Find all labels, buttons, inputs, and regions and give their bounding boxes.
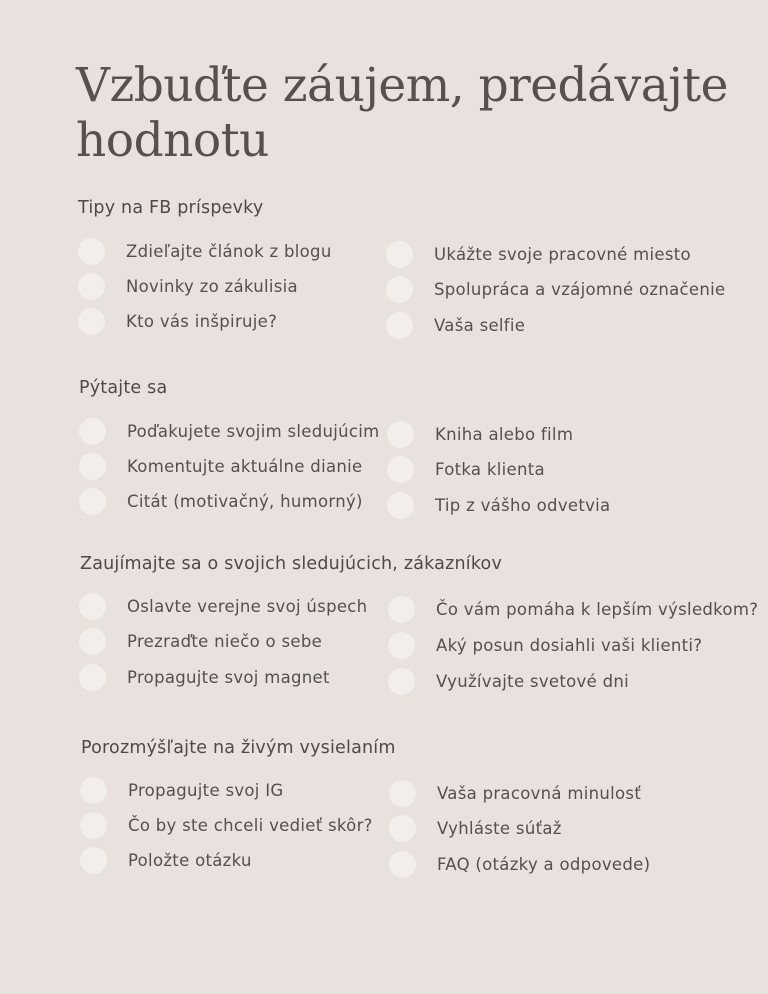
checkbox-circle[interactable] xyxy=(78,273,105,300)
checkbox-circle[interactable] xyxy=(389,780,416,807)
checkbox-circle[interactable] xyxy=(388,668,415,695)
checklist-item[interactable] xyxy=(79,452,363,480)
checklist-item[interactable] xyxy=(387,455,545,483)
checkbox-circle[interactable] xyxy=(388,596,415,623)
checklist-item-label: Čo vám pomáha k lepším výsledkom? xyxy=(436,599,759,619)
checklist-item[interactable] xyxy=(78,307,278,335)
checkbox-circle[interactable] xyxy=(386,312,413,339)
checklist-item-label: Novinky zo zákulisia xyxy=(126,276,298,296)
checklist-item[interactable] xyxy=(388,667,629,695)
checklist-item[interactable] xyxy=(388,631,703,659)
checkbox-circle[interactable] xyxy=(79,418,106,445)
checkbox-circle[interactable] xyxy=(386,276,413,303)
checklist-item[interactable] xyxy=(80,846,252,874)
checklist-item-label: Tip z vášho odvetvia xyxy=(435,495,611,515)
checklist-item-label: Propagujte svoj magnet xyxy=(127,667,330,687)
checkbox-circle[interactable] xyxy=(79,593,106,620)
page-title: Vzbuďte záujem, predávajte hodnotu xyxy=(76,58,728,168)
checklist-item-label: Vaša selfie xyxy=(434,315,526,335)
section-heading: Pýtajte sa xyxy=(79,378,168,398)
checklist-item[interactable] xyxy=(79,663,330,691)
checklist-item-label: Ukážte svoje pracovné miesto xyxy=(434,244,691,264)
checkbox-circle[interactable] xyxy=(79,628,106,655)
checklist-item[interactable] xyxy=(388,595,759,623)
checklist-item[interactable] xyxy=(386,275,726,303)
checklist-item-label: Využívajte svetové dni xyxy=(436,671,629,691)
checklist-item[interactable] xyxy=(389,850,651,878)
checkbox-circle[interactable] xyxy=(80,847,107,874)
checklist-item[interactable] xyxy=(387,491,611,519)
checkbox-circle[interactable] xyxy=(387,456,414,483)
checklist-item-label: Prezraďte niečo o sebe xyxy=(127,631,323,651)
checklist-item[interactable] xyxy=(79,417,380,445)
checklist-item-label: Zdieľajte článok z blogu xyxy=(126,241,332,261)
checklist-item[interactable] xyxy=(79,487,363,515)
checklist-item[interactable] xyxy=(78,237,332,265)
checkbox-circle[interactable] xyxy=(387,492,414,519)
checklist-item-label: Aký posun dosiahli vaši klienti? xyxy=(436,635,703,655)
section-heading: Tipy na FB príspevky xyxy=(78,198,264,218)
checkbox-circle[interactable] xyxy=(388,632,415,659)
checkbox-circle[interactable] xyxy=(79,488,106,515)
checklist-item[interactable] xyxy=(386,311,526,339)
checklist-item-label: FAQ (otázky a odpovede) xyxy=(437,854,651,874)
checkbox-circle[interactable] xyxy=(80,812,107,839)
checklist-item-label: Oslavte verejne svoj úspech xyxy=(127,596,368,616)
checklist-item[interactable] xyxy=(387,420,574,448)
checklist-item[interactable] xyxy=(80,811,373,839)
checklist-item[interactable] xyxy=(389,814,562,842)
checklist-item[interactable] xyxy=(80,776,284,804)
checklist-item-label: Kniha alebo film xyxy=(435,424,574,444)
section-heading: Zaujímajte sa o svojich sledujúcich, zákazníkov xyxy=(80,554,502,574)
checkbox-circle[interactable] xyxy=(79,453,106,480)
checklist-item[interactable] xyxy=(79,627,323,655)
checklist-item[interactable] xyxy=(78,272,298,300)
checklist-item-label: Vaša pracovná minulosť xyxy=(437,783,642,803)
checklist-item-label: Poďakujete svojim sledujúcim xyxy=(127,421,380,441)
checklist-item-label: Kto vás inšpiruje? xyxy=(126,311,278,331)
checkbox-circle[interactable] xyxy=(387,421,414,448)
checklist-item-label: Citát (motivačný, humorný) xyxy=(127,491,363,511)
checkbox-circle[interactable] xyxy=(78,238,105,265)
section-heading: Porozmýšľajte na živým vysielaním xyxy=(81,738,396,758)
checklist-item-label: Položte otázku xyxy=(128,850,252,870)
checkbox-circle[interactable] xyxy=(389,815,416,842)
checkbox-circle[interactable] xyxy=(79,664,106,691)
checkbox-circle[interactable] xyxy=(78,308,105,335)
checklist-item[interactable] xyxy=(386,240,691,268)
checklist-item[interactable] xyxy=(389,779,642,807)
checkbox-circle[interactable] xyxy=(386,241,413,268)
checkbox-circle[interactable] xyxy=(389,851,416,878)
checklist-item-label: Vyhláste súťaž xyxy=(437,818,562,838)
checkbox-circle[interactable] xyxy=(80,777,107,804)
checklist-item-label: Čo by ste chceli vedieť skôr? xyxy=(128,815,373,835)
checklist-item-label: Fotka klienta xyxy=(435,459,545,479)
checklist-item-label: Spolupráca a vzájomné označenie xyxy=(434,279,726,299)
checklist-item-label: Propagujte svoj IG xyxy=(128,780,284,800)
checklist-item-label: Komentujte aktuálne dianie xyxy=(127,456,363,476)
checklist-item[interactable] xyxy=(79,592,368,620)
